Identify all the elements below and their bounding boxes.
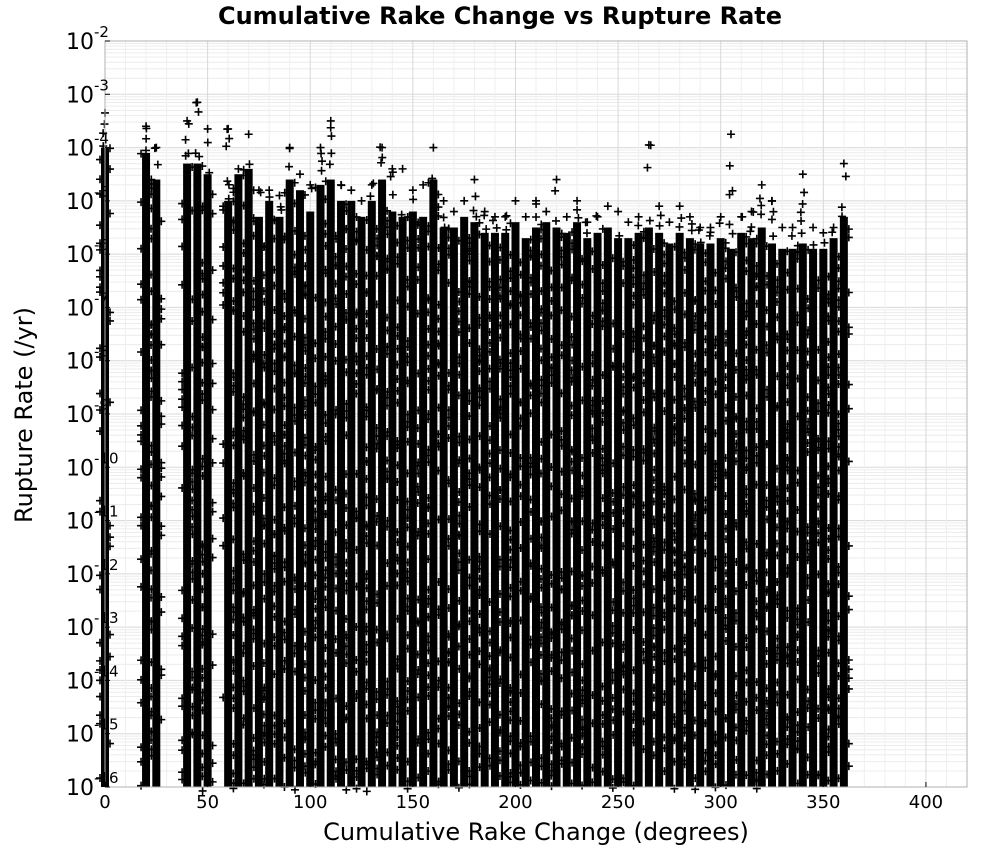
data-point: [501, 213, 509, 221]
data-point: [552, 217, 560, 225]
data-column: [296, 190, 304, 787]
data-column: [553, 228, 561, 788]
data-point: [182, 136, 190, 144]
data-point: [532, 213, 540, 221]
data-point: [154, 161, 162, 169]
y-axis-label: Rupture Rate (/yr): [10, 307, 38, 523]
data-point: [788, 232, 796, 240]
data-column: [768, 243, 776, 787]
data-point: [551, 187, 559, 195]
data-point: [594, 213, 602, 221]
data-column: [748, 238, 756, 787]
data-column: [347, 201, 355, 787]
data-point: [809, 224, 817, 232]
data-point: [195, 108, 203, 116]
data-point: [234, 165, 242, 173]
data-point: [337, 181, 345, 189]
data-point: [688, 220, 696, 228]
data-column: [542, 222, 550, 787]
data-column: [840, 217, 848, 787]
data-point: [225, 135, 233, 143]
data-point: [409, 186, 417, 194]
data-column: [245, 169, 253, 787]
x-axis-label: Cumulative Rake Change (degrees): [323, 818, 749, 846]
data-point: [583, 229, 591, 237]
data-point: [830, 224, 838, 232]
data-column: [152, 180, 160, 787]
data-point: [368, 181, 376, 189]
data-point: [327, 132, 335, 140]
data-point: [493, 224, 501, 232]
data-point: [769, 232, 777, 240]
data-column: [234, 174, 242, 787]
data-point: [553, 176, 561, 184]
data-column: [409, 212, 417, 787]
data-point: [797, 217, 805, 225]
x-tick-label: 100: [293, 792, 328, 813]
data-point: [624, 218, 632, 226]
y-tick-label: $10^{-11}$: [66, 502, 119, 535]
data-point: [326, 160, 334, 168]
y-tick-label: $10^{-9}$: [66, 396, 109, 428]
y-tick-label: $10^{-13}$: [66, 609, 119, 642]
data-column: [665, 243, 673, 787]
data-point: [747, 223, 755, 231]
data-point: [399, 165, 407, 173]
data-column: [532, 228, 540, 788]
data-column: [183, 164, 191, 787]
data-column: [460, 217, 468, 787]
data-point: [378, 154, 386, 162]
data-column: [645, 228, 653, 788]
data-column: [327, 180, 335, 787]
data-point: [757, 201, 765, 209]
data-point: [409, 195, 417, 203]
data-point: [389, 191, 397, 199]
data-point: [716, 219, 724, 227]
data-point: [799, 170, 807, 178]
y-tick-label: $10^{-3}$: [66, 76, 109, 109]
data-point: [819, 229, 827, 237]
x-tick-label: 50: [196, 792, 220, 813]
data-point: [363, 787, 371, 795]
data-point: [828, 228, 836, 236]
data-column: [204, 174, 212, 787]
data-column: [799, 243, 807, 787]
y-tick-label: $10^{-16}$: [66, 769, 119, 801]
data-column: [624, 238, 632, 787]
data-point: [265, 193, 273, 201]
data-point: [677, 214, 685, 222]
data-column: [583, 238, 591, 787]
data-column: [265, 201, 273, 787]
data-point: [800, 188, 808, 196]
data-column: [789, 249, 797, 787]
data-column: [317, 185, 325, 787]
data-column: [358, 217, 366, 787]
data-point: [245, 160, 253, 168]
data-point: [327, 124, 335, 132]
data-point: [778, 224, 786, 232]
data-point: [810, 241, 818, 249]
data-point: [204, 139, 212, 147]
data-column: [275, 217, 283, 787]
y-tick-label: $10^{-7}$: [66, 289, 109, 322]
data-column: [819, 249, 827, 787]
data-point: [838, 203, 846, 211]
data-point: [686, 213, 694, 221]
data-point: [563, 213, 571, 221]
data-point: [706, 224, 714, 232]
data-point: [369, 179, 377, 187]
data-point: [318, 167, 326, 175]
data-point: [347, 186, 355, 194]
x-tick-label: 400: [908, 792, 944, 813]
data-column: [573, 222, 581, 787]
data-column: [604, 228, 612, 788]
x-tick-label: 250: [600, 792, 636, 813]
y-tick-label: $10^{-14}$: [66, 662, 119, 695]
y-tick-label: $10^{-6}$: [66, 236, 109, 269]
data-point: [574, 214, 582, 222]
data-point: [643, 164, 651, 172]
data-point: [729, 230, 737, 238]
x-tick-label: 200: [498, 792, 533, 813]
data-point: [675, 223, 683, 231]
data-point: [635, 213, 643, 221]
data-point: [717, 213, 725, 221]
data-point: [440, 213, 448, 221]
data-point: [471, 192, 479, 200]
data-column: [635, 233, 643, 787]
data-point: [502, 226, 510, 234]
y-tick-label: $10^{-10}$: [66, 449, 119, 482]
data-point: [265, 186, 273, 194]
data-column: [727, 249, 735, 787]
data-point: [482, 225, 490, 233]
data-point: [737, 213, 745, 221]
data-point: [296, 170, 304, 178]
x-tick-label: 300: [703, 792, 738, 813]
x-tick-label: 350: [806, 792, 841, 813]
data-point: [583, 218, 591, 226]
data-column: [717, 238, 725, 787]
y-tick-label: $10^{-12}$: [66, 555, 119, 588]
data-column: [286, 180, 294, 787]
data-point: [142, 135, 150, 143]
data-point: [820, 239, 828, 247]
data-point: [646, 217, 654, 225]
data-point: [366, 192, 374, 200]
data-point: [840, 160, 848, 168]
data-point: [789, 224, 797, 232]
y-tick-label: $10^{-5}$: [66, 182, 109, 215]
data-point: [470, 176, 478, 184]
data-column: [419, 217, 427, 787]
data-point: [758, 181, 766, 189]
y-tick-label: $10^{-4}$: [66, 129, 109, 162]
data-point: [222, 142, 230, 150]
x-tick-label: 150: [395, 792, 431, 813]
data-point: [377, 159, 385, 167]
data-column: [778, 249, 786, 787]
chart-title: Cumulative Rake Change vs Rupture Rate: [217, 2, 783, 30]
data-point: [665, 218, 673, 226]
data-point: [522, 213, 530, 221]
data-point: [842, 172, 850, 180]
data-column: [440, 228, 448, 788]
data-column: [686, 238, 694, 787]
data-column: [676, 233, 684, 787]
y-tick-label: $10^{-15}$: [66, 715, 119, 748]
data-point: [798, 229, 806, 237]
y-tick-label: $10^{-8}$: [66, 342, 109, 375]
y-tick-label: $10^{-2}$: [66, 23, 109, 55]
x-tick-label: 0: [99, 792, 111, 813]
data-point: [327, 117, 335, 125]
